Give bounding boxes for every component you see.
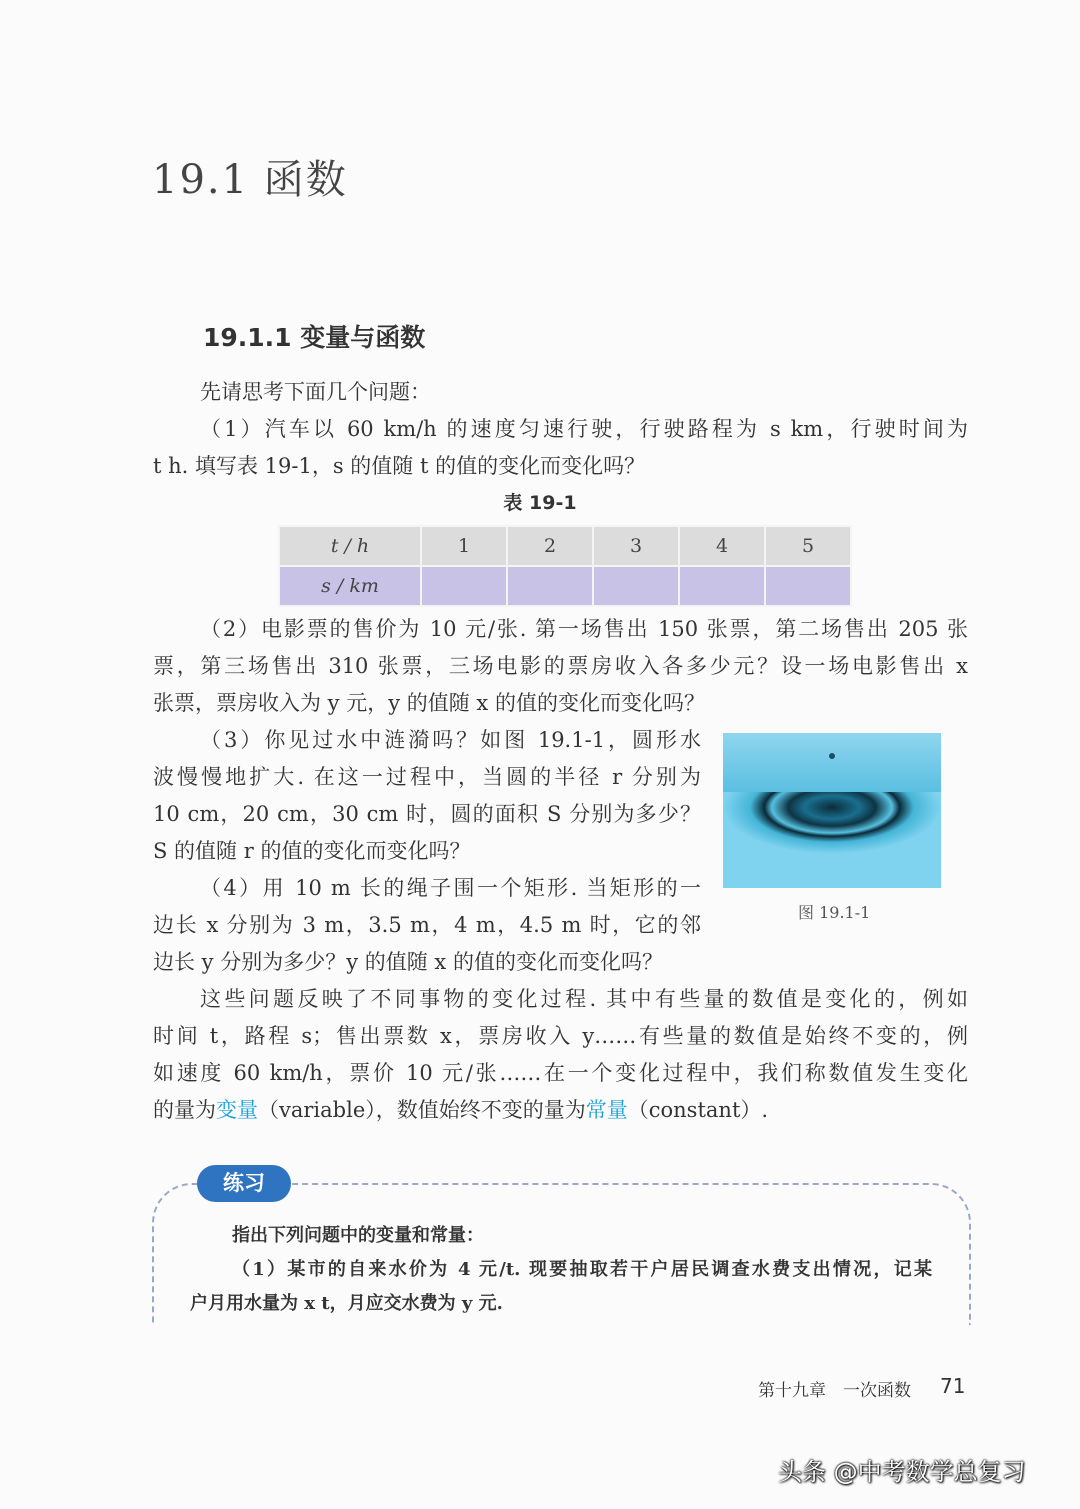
figure-caption: 图 19.1-1 — [798, 903, 871, 922]
footer-chapter: 第十九章 一次函数 — [758, 1381, 911, 1401]
subsection-title: 19.1.1 变量与函数 — [203, 323, 426, 352]
watermark: 头条 @中考数学总复习 — [778, 1458, 1026, 1486]
q4-line: 边长 x 分别为 3 m，3.5 m，4 m，4.5 m 时，它的邻 — [153, 913, 701, 937]
keyword-constant: 常量 — [585, 1098, 628, 1122]
summary-line: 这些问题反映了不同事物的变化过程. 其中有些量的数值是变化的，例如 — [200, 987, 968, 1011]
q3-line: S 的值随 r 的值的变化而变化吗？ — [153, 839, 471, 863]
q3-line: 波慢慢地扩大. 在这一过程中，当圆的半径 r 分别为 — [153, 765, 701, 789]
water-ripple-image — [723, 733, 941, 888]
q2-line: 张票，票房收入为 y 元，y 的值随 x 的值的变化而变化吗？ — [153, 691, 705, 715]
table-cell: 1 — [421, 526, 507, 566]
table-caption: 表 19-1 — [503, 492, 577, 514]
exercise-badge: 练习 — [197, 1165, 291, 1202]
data-table — [278, 525, 852, 607]
page-number: 71 — [940, 1374, 966, 1398]
table-cell: 2 — [507, 526, 593, 566]
table-cell: 5 — [765, 526, 851, 566]
table-cell: 3 — [593, 526, 679, 566]
q1-line: （1）汽车以 60 km/h 的速度匀速行驶，行驶路程为 s km，行驶时间为 — [200, 417, 968, 441]
summary-text: （constant）. — [627, 1098, 769, 1122]
exercise-line: （1）某市的自来水价为 4 元/t. 现要抽取若干户居民调查水费支出情况，记某 — [232, 1259, 932, 1280]
intro-text: 先请思考下面几个问题： — [200, 380, 431, 404]
q3-line: （3）你见过水中涟漪吗？如图 19.1-1，圆形水 — [200, 728, 701, 752]
summary-text: （variable），数值始终不变的量为 — [258, 1098, 586, 1122]
table-cell — [421, 566, 507, 606]
table-row — [279, 526, 851, 566]
table-cell — [593, 566, 679, 606]
q4-line: 边长 y 分别为多少？y 的值随 x 的值的变化而变化吗？ — [153, 950, 663, 974]
keyword-variable: 变量 — [216, 1098, 258, 1122]
table-cell — [679, 566, 765, 606]
summary-line — [153, 1095, 768, 1125]
q1-line: t h. 填写表 19-1，s 的值随 t 的值的变化而变化吗？ — [153, 454, 646, 478]
summary-line: 如速度 60 km/h，票价 10 元/张……在一个变化过程中，我们称数值发生变化 — [153, 1061, 968, 1085]
q2-line: 票，第三场售出 310 张票，三场电影的票房收入各多少元？设一场电影售出 x — [153, 654, 968, 678]
exercise-line: 户月用水量为 x t，月应交水费为 y 元. — [190, 1293, 503, 1314]
table-header-cell: t / h — [279, 526, 421, 566]
table-cell — [507, 566, 593, 606]
q2-line: （2）电影票的售价为 10 元/张. 第一场售出 150 张票，第二场售出 205 张 — [200, 617, 968, 641]
table-cell: 4 — [679, 526, 765, 566]
table-cell — [765, 566, 851, 606]
exercise-prompt: 指出下列问题中的变量和常量： — [232, 1225, 484, 1246]
q3-line: 10 cm，20 cm，30 cm 时，圆的面积 S 分别为多少？ — [153, 802, 701, 826]
q4-line: （4）用 10 m 长的绳子围一个矩形. 当矩形的一 — [200, 876, 701, 900]
table-header-cell: s / km — [279, 566, 421, 606]
summary-line: 时间 t，路程 s；售出票数 x，票房收入 y……有些量的数值是始终不变的，例 — [153, 1024, 968, 1048]
table-row — [279, 566, 851, 606]
summary-text: 的量为 — [153, 1098, 216, 1122]
section-title: 19.1 函数 — [152, 157, 348, 203]
